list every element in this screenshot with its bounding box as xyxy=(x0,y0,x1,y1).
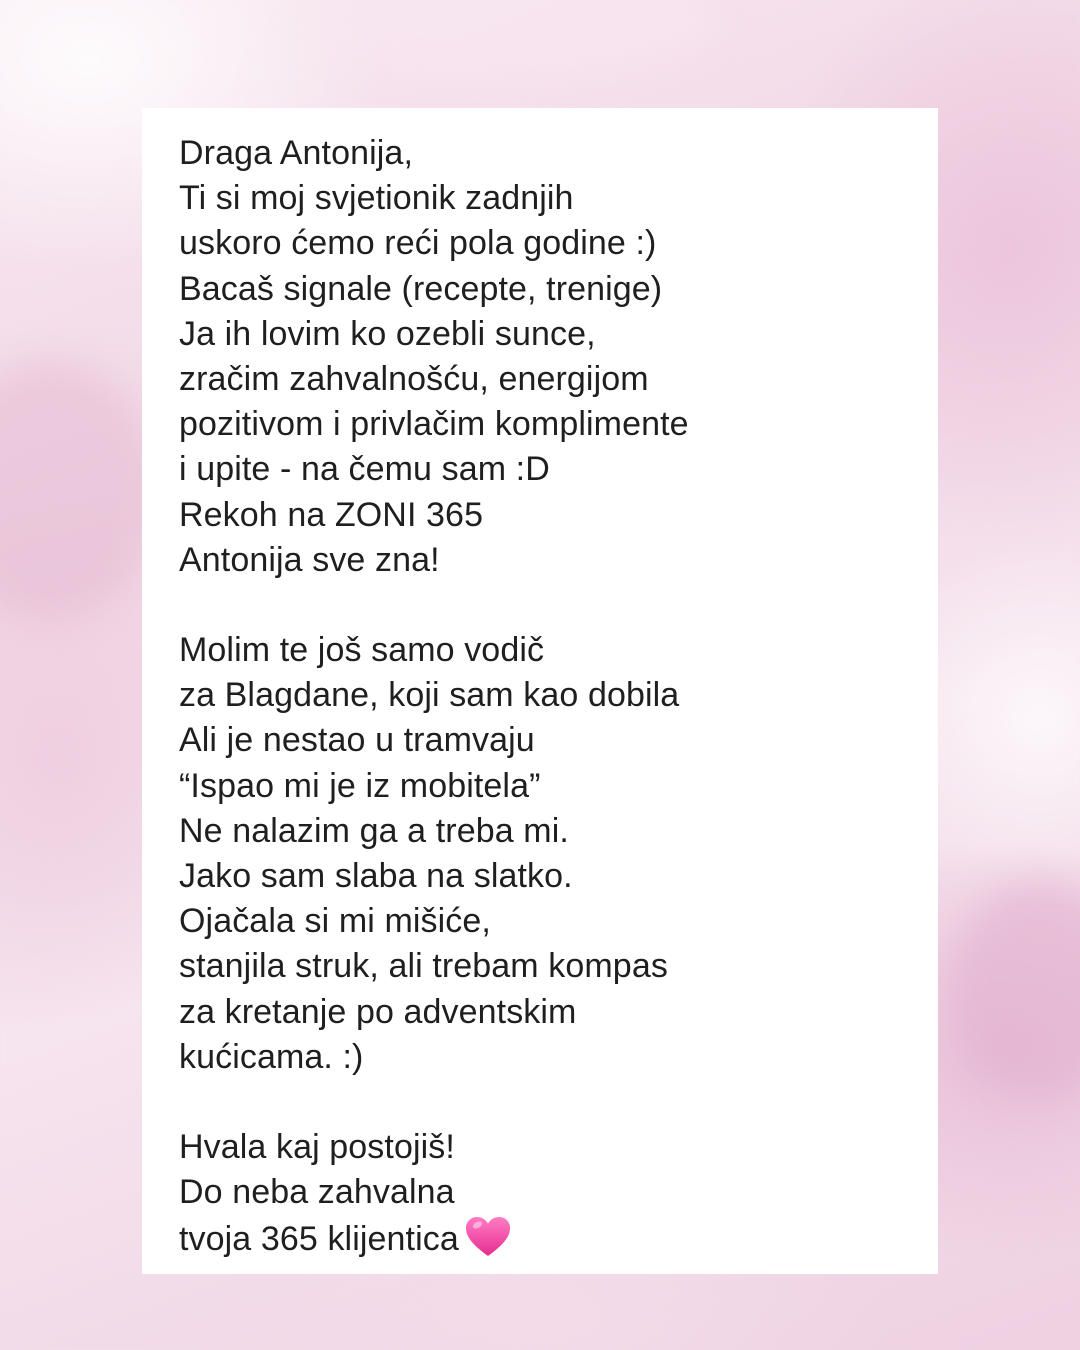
message-line: Antonija sve zna! xyxy=(179,540,440,579)
message-line: Bacaš signale (recepte, trenige) xyxy=(179,269,663,308)
message-line: za kretanje po adventskim xyxy=(179,992,577,1031)
message-line: Ja ih lovim ko ozebli sunce, xyxy=(179,314,596,353)
message-card xyxy=(142,108,938,1274)
message-line: Draga Antonija, xyxy=(179,134,413,172)
message-line: za Blagdane, koji sam kao dobila xyxy=(179,676,680,715)
message-line: uskoro ćemo reći pola godine :) xyxy=(179,224,657,263)
message-line: “Ispao mi je iz mobitela” xyxy=(179,766,541,805)
background-blot xyxy=(300,0,720,80)
paragraph-spacer xyxy=(179,1080,919,1125)
message-line: Hvala kaj postojiš! xyxy=(179,1128,455,1167)
message-line: Do neba zahvalna xyxy=(179,1173,455,1212)
message-line: stanjila struk, ali trebam kompas xyxy=(179,947,668,986)
paragraph-spacer xyxy=(179,583,919,628)
message-line: Jako sam slaba na slatko. xyxy=(179,857,573,895)
message-text xyxy=(179,131,919,1261)
message-line: i upite - na čemu sam :D xyxy=(179,450,550,489)
message-line: Ne nalazim ga a treba mi. xyxy=(179,811,569,850)
signature-line xyxy=(179,1216,919,1261)
pink-heart-icon xyxy=(465,1216,511,1258)
background-blot xyxy=(0,360,160,620)
message-line: Ojačala si mi mišiće, xyxy=(179,902,491,941)
message-line: Ali je nestao u tramvaju xyxy=(179,721,535,760)
message-line: zračim zahvalnošću, energijom xyxy=(179,359,649,398)
heart-shape xyxy=(466,1217,510,1256)
background-blot xyxy=(950,880,1080,1100)
message-line: kućicama. :) xyxy=(179,1037,364,1076)
message-line: pozitivom i privlačim komplimente xyxy=(179,405,689,444)
message-line: Rekoh na ZONI 365 xyxy=(179,495,484,534)
signature-text: tvoja 365 klijentica xyxy=(179,1219,459,1258)
message-line: Ti si moj svjetionik zadnjih xyxy=(179,179,574,218)
message-line: Molim te još samo vodič xyxy=(179,631,545,670)
